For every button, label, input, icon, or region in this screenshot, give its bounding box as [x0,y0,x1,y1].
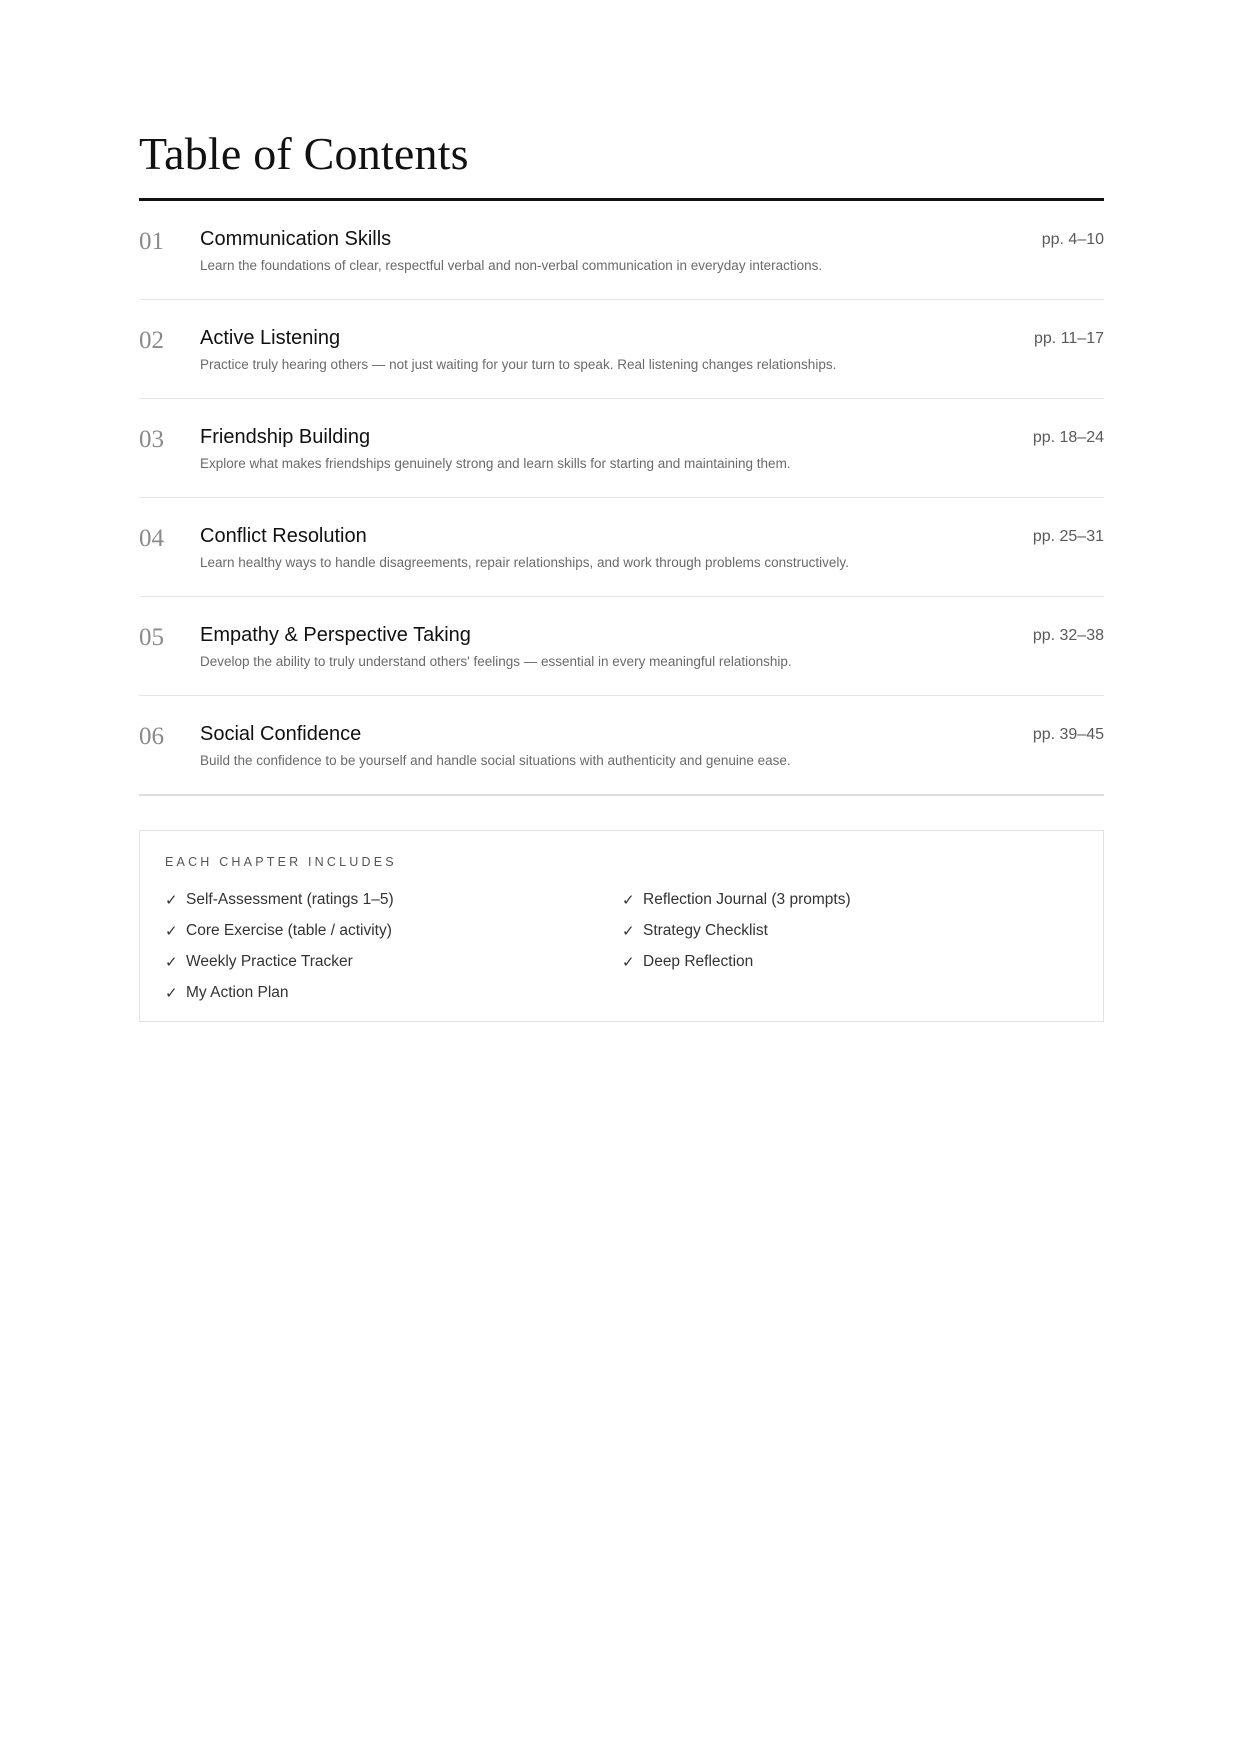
chapter-number: 04 [139,525,164,552]
chapter-description: Practice truly hearing others — not just waiting for your turn to speak. Real listening changes relationships. [200,357,837,372]
chapter-title: Active Listening [200,327,341,349]
checkmark-icon: ✓ [165,891,178,909]
includes-item [622,884,851,915]
checkmark-icon: ✓ [622,922,635,940]
chapter-entry[interactable] [139,399,1104,498]
includes-list-right [622,884,851,977]
chapter-includes-box [139,830,1104,1022]
includes-item-label: My Action Plan [186,983,289,1001]
chapter-description: Learn healthy ways to handle disagreements, repair relationships, and work through problems constructively. [200,555,849,570]
includes-list-left [165,884,394,1008]
includes-item [622,915,851,946]
chapter-entry[interactable] [139,696,1104,796]
chapter-number: 06 [139,723,164,750]
chapter-list [139,201,1104,796]
includes-item [165,946,394,977]
chapter-pages: pp. 18–24 [1032,429,1104,446]
chapter-description: Explore what makes friendships genuinely strong and learn skills for starting and maintaining them. [200,456,791,471]
includes-item-label: Reflection Journal (3 prompts) [643,890,851,908]
chapter-title: Conflict Resolution [200,525,367,547]
chapter-pages: pp. 32–38 [1032,627,1104,644]
checkmark-icon: ✓ [165,984,178,1002]
includes-item [165,977,394,1008]
checkmark-icon: ✓ [165,922,178,940]
includes-item [165,915,394,946]
chapter-number: 01 [139,228,164,255]
chapter-pages: pp. 4–10 [1041,231,1104,248]
includes-item [165,884,394,915]
includes-item-label: Strategy Checklist [643,921,768,939]
includes-heading: EACH CHAPTER INCLUDES [165,855,397,869]
chapter-number: 03 [139,426,164,453]
chapter-entry[interactable] [139,597,1104,696]
chapter-title: Empathy & Perspective Taking [200,624,471,646]
chapter-number: 05 [139,624,164,651]
includes-item-label: Deep Reflection [643,952,754,970]
chapter-title: Social Confidence [200,723,362,745]
chapter-title: Friendship Building [200,426,371,448]
includes-item [622,946,851,977]
chapter-description: Build the confidence to be yourself and handle social situations with authenticity and genuine ease. [200,753,791,768]
chapter-title: Communication Skills [200,228,392,250]
checkmark-icon: ✓ [165,953,178,971]
includes-item-label: Self-Assessment (ratings 1–5) [186,890,394,908]
chapter-pages: pp. 11–17 [1034,330,1104,347]
includes-item-label: Core Exercise (table / activity) [186,921,392,939]
chapter-entry[interactable] [139,498,1104,597]
chapter-pages: pp. 39–45 [1032,726,1104,743]
document-page [139,0,1104,1022]
chapter-pages: pp. 25–31 [1032,528,1104,545]
chapter-description: Learn the foundations of clear, respectful verbal and non-verbal communication in everyday interactions. [200,258,823,273]
chapter-description: Develop the ability to truly understand others' feelings — essential in every meaningful relationship. [200,654,792,669]
checkmark-icon: ✓ [622,953,635,971]
includes-item-label: Weekly Practice Tracker [186,952,353,970]
chapter-number: 02 [139,327,164,354]
chapter-entry[interactable] [139,300,1104,399]
chapter-entry[interactable] [139,201,1104,300]
page-title: Table of Contents [139,128,469,179]
checkmark-icon: ✓ [622,891,635,909]
